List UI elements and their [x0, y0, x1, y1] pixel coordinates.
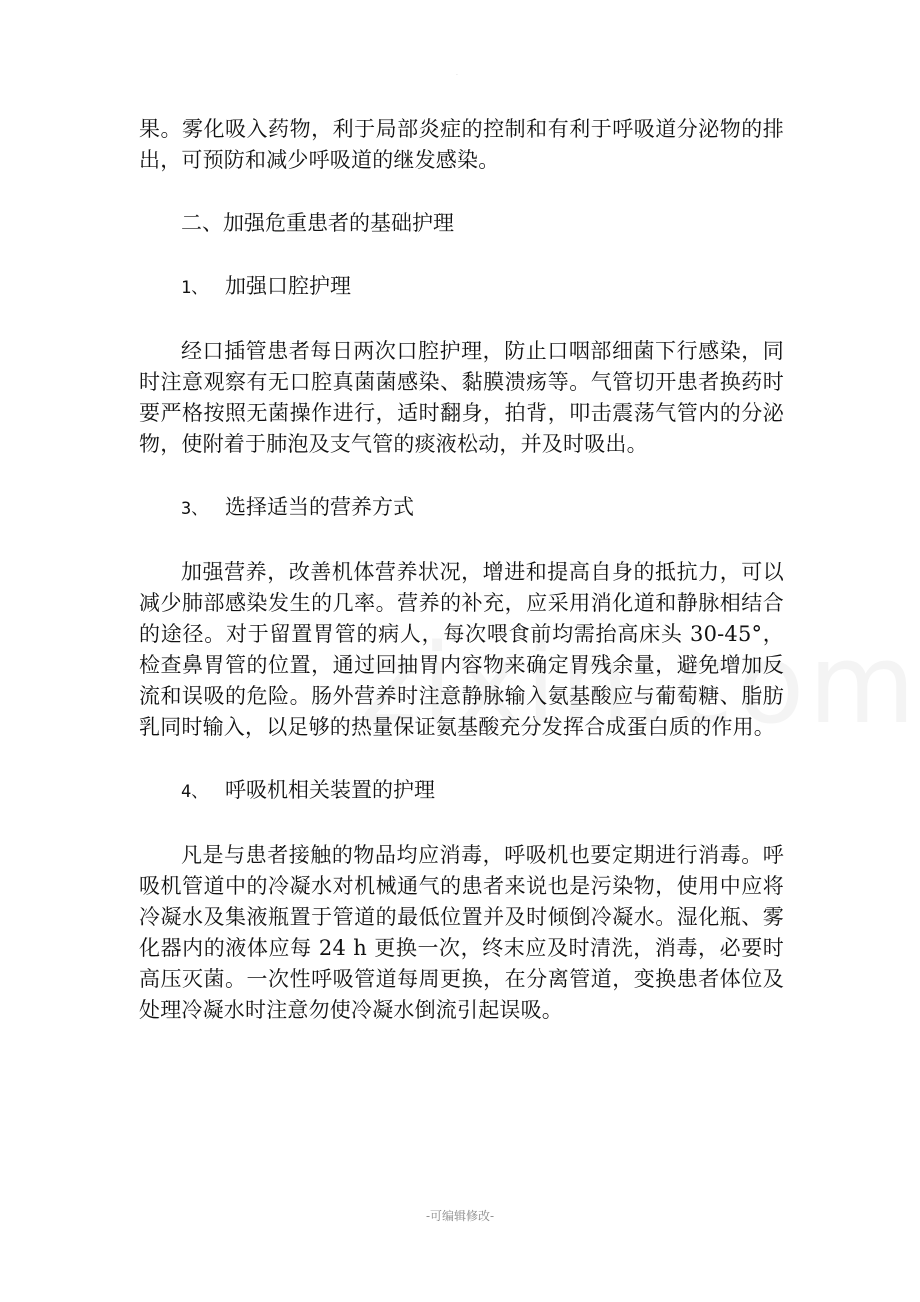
heading-number: 3、	[181, 499, 209, 519]
document-body	[139, 114, 784, 1026]
paragraph-nutrition: 加强营养，改善机体营养状况，增进和提高自身的抵抗力，可以减少肺部感染发生的几率。营养的补充，应采用消化道和静脉相结合的途径。对于留置胃管的病人，每次喂食前均需抬高床头 30-45°，检查鼻胃管的位置，通过回抽胃内容物来确定胃残余量，避免增加反流和误吸的危险。肠外营养时注意静脉输入氨基酸应与葡萄糖、脂肪乳同时输入，以足够的热量保证氨基酸充分发挥合成蛋白质的作用。	[139, 560, 784, 739]
paragraph-oral-care: 经口插管患者每日两次口腔护理，防止口咽部细菌下行感染，同时注意观察有无口腔真菌菌感染、黏膜溃疡等。气管切开患者换药时要严格按照无菌操作进行，适时翻身，拍背，叩击震荡气管内的分泌物，使附着于肺泡及支气管的痰液松动，并及时吸出。	[139, 339, 784, 456]
subheading-4	[139, 775, 784, 808]
heading-text: 选择适当的营养方式	[225, 495, 414, 519]
top-mark: .	[456, 70, 458, 77]
subheading-1	[139, 271, 784, 304]
paragraph-1: 果。雾化吸入药物，利于局部炎症的控制和有利于呼吸道分泌物的排出，可预防和减少呼吸道的继发感染。	[139, 117, 784, 172]
heading-number: 1、	[181, 278, 209, 298]
heading-text: 呼吸机相关装置的护理	[225, 778, 435, 802]
section-heading-2	[139, 208, 784, 239]
heading-text: 加强口腔护理	[225, 274, 351, 298]
page-footer: -可编辑修改-	[425, 1209, 495, 1223]
subheading-3	[139, 492, 784, 525]
heading-number: 4、	[181, 782, 209, 802]
heading-text: 二、加强危重患者的基础护理	[181, 211, 454, 235]
paragraph-ventilator-care: 凡是与患者接触的物品均应消毒，呼吸机也要定期进行消毒。呼吸机管道中的冷凝水对机械通气的患者来说也是污染物，使用中应将冷凝水及集液瓶置于管道的最低位置并及时倾倒冷凝水。湿化瓶、雾化器内的液体应每 24 h 更换一次，终末应及时清洗，消毒，必要时高压灭菌。一次性呼吸管道每周更换，在分离管道，变换患者体位及处理冷凝水时注意勿使冷凝水倒流引起误吸。	[139, 843, 784, 1022]
